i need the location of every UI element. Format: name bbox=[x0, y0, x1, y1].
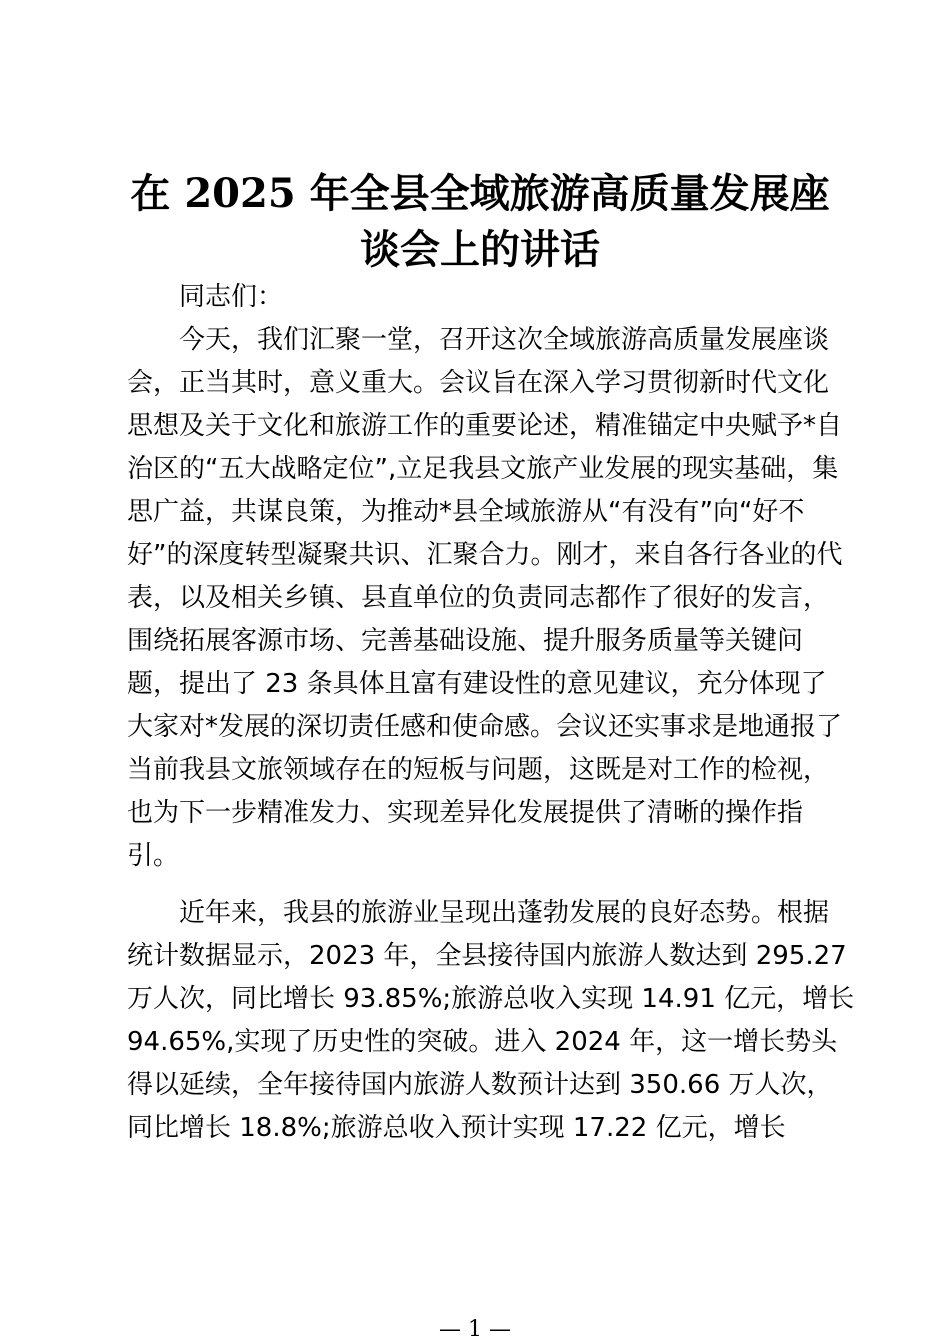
paragraph-line: 表，以及相关乡镇、县直单位的负责同志都作了很好的发言， bbox=[127, 583, 830, 613]
paragraph-line: 得以延续，全年接待国内旅游人数预计达到 350.66 万人次， bbox=[127, 1070, 833, 1100]
paragraph-line: 围绕拓展客源市场、完善基础设施、提升服务质量等关键问 bbox=[127, 626, 804, 656]
paragraph-line: 当前我县文旅领域存在的短板与问题，这既是对工作的检视， bbox=[127, 755, 830, 785]
paragraph-1 bbox=[127, 319, 843, 878]
title-line-1: 在 2025 年全县全域旅游高质量发展座 bbox=[130, 170, 830, 217]
paragraph-line: 会，正当其时，意义重大。会议旨在深入学习贯彻新时代文化 bbox=[127, 368, 830, 398]
paragraph-line: 近年来，我县的旅游业呈现出蓬勃发展的良好态势。根据 bbox=[179, 898, 830, 928]
paragraph-line: 好”的深度转型凝聚共识、汇聚合力。刚才，来自各行各业的代 bbox=[127, 540, 843, 570]
paragraph-line: 94.65%,实现了历史性的突破。进入 2024 年，这一增长势头 bbox=[127, 1027, 838, 1057]
paragraph-line: 思广益，共谋良策，为推动*县全域旅游从“有没有”向“好不 bbox=[127, 497, 805, 527]
paragraph-line: 万人次，同比增长 93.85%;旅游总收入实现 14.91 亿元，增长 bbox=[127, 984, 855, 1014]
paragraph-line: 今天，我们汇聚一堂，召开这次全域旅游高质量发展座谈 bbox=[179, 325, 830, 355]
paragraph-line: 引。 bbox=[127, 841, 180, 871]
paragraph-line: 大家对*发展的深切责任感和使命感。会议还实事求是地通报了 bbox=[127, 712, 843, 742]
paragraph-spacer bbox=[127, 878, 833, 892]
paragraph-line: 同比增长 18.8%;旅游总收入预计实现 17.22 亿元，增长 bbox=[127, 1113, 786, 1143]
salutation: 同志们： bbox=[179, 282, 284, 312]
paragraph-line: 治区的“五大战略定位”,立足我县文旅产业发展的现实基础，集 bbox=[127, 454, 839, 484]
paragraph-line: 统计数据显示，2023 年，全县接待国内旅游人数达到 295.27 bbox=[127, 941, 847, 971]
document-body bbox=[127, 276, 855, 1150]
document-title bbox=[120, 166, 840, 278]
paragraph-line: 思想及关于文化和旅游工作的重要论述，精准锚定中央赋予*自 bbox=[127, 411, 843, 441]
title-line-2: 谈会上的讲话 bbox=[360, 226, 600, 273]
paragraph-2 bbox=[127, 892, 855, 1150]
paragraph-line: 也为下一步精准发力、实现差异化发展提供了清晰的操作指 bbox=[127, 798, 804, 828]
paragraph-line: 题，提出了 23 条具体且富有建设性的意见建议，充分体现了 bbox=[127, 669, 827, 699]
page-number: — 1 — bbox=[439, 1317, 511, 1342]
